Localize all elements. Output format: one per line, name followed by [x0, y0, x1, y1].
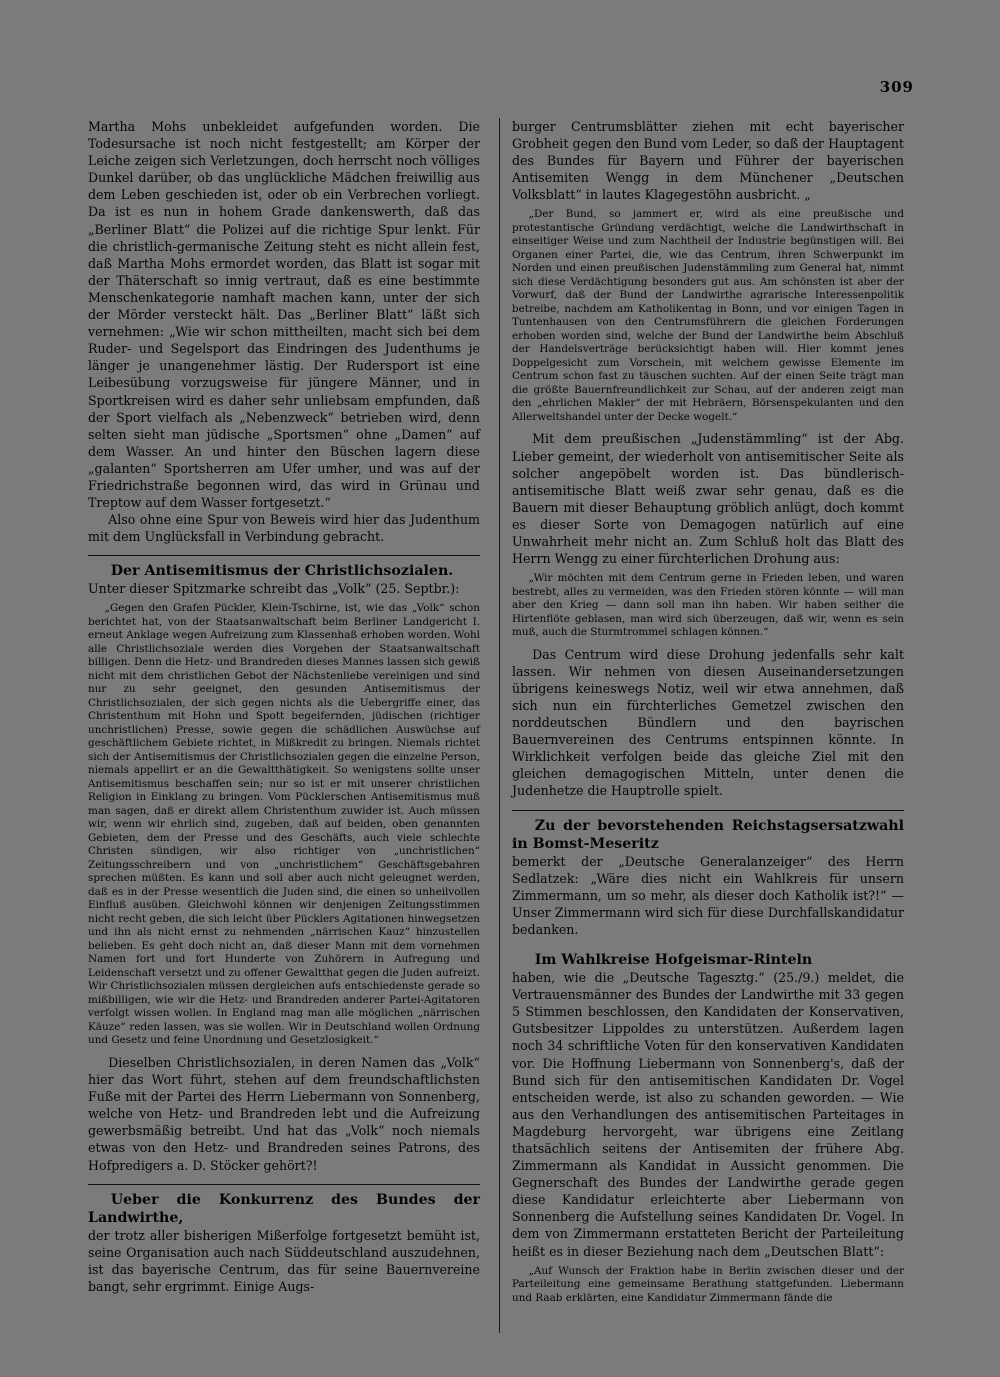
quotation: „Wir möchten mit dem Centrum gerne in Frieden leben, und waren bestrebt, alles zu vermeiden, was den Frieden stören könnte — will man aber den Krieg — dann soll man ihn haben. Wir haben seither die Hirtenflöte geblasen, man wird sich überzeugen, daß wir, wenn es sein muß, auch die Sturmtrommel schlagen können.“: [512, 572, 904, 639]
section-heading-antisemitismus: Der Antisemitismus der Christlichsozialen.: [110, 563, 454, 580]
quotation: „Gegen den Grafen Pückler, Klein-Tschirne, ist, wie das „Volk“ schon berichtet hat, von der Staatsanwaltschaft beim Berliner Landgericht I. erneut Anklage wegen Aufreizung zum Klassenhaß erhoben worden. Wohl alle Christlichsoziale werden dies Vorgehen der Staatsanwaltschaft billigen. Denn die Hetz- und Brandreden dieses Mannes lassen sich gewiß nicht mit dem christlichen Gebot der Nächstenliebe vereinigen und sind nur zu sehr geeignet, den gesunden Antisemitismus der Christlichsozialen, der sich gegen nichts als die Uebergriffe einer, das Christenthum mit Hohn und Spott begeifernden, jüdischen (richtiger unchristlichen) Presse, sowie gegen die schädlichen Auswüchse auf geschäftlichem Gebiete richtet, in Mißkredit zu bringen. Niemals richtet sich der Antisemitismus der Christlichsozialen gegen die einzelne Person, niemals appellirt er an die Gewaltthätigkeit. So wenigstens sollte unser Antisemitismus beschaffen sein; nur so ist er mit unserer christlichen Religion in Einklang zu bringen. Vom Pücklerschen Antisemitismus muß man sagen, daß er direkt allem Christenthum zuwider ist. Auch müssen wir, wenn wir ehrlich sind, zugeben, daß auf beiden, oben genannten Gebieten, dem der Presse und des Geschäfts, auch viele schlechte Christen sündigen, wir also richtiger von „unchristlichen“ Zeitungsschreibern und von „unchristlichem“ Geschäftsgebahren sprechen müßten. Es kann und soll aber auch nicht geleugnet werden, daß es in der Presse wesentlich die Juden sind, die einen so unheilvollen Einfluß ausüben. Gleichwohl können wir denjenigen Zeitungsstimmen nicht recht geben, die sich leicht über Pücklers Agitationen hinwegsetzen und ihn als nicht ernst zu nehmenden „närrischen Kauz“ hinzustellen belieben. Es geht doch nicht an, daß dieser Mann mit dem vornehmen Namen fort und fort Hunderte von Zuhörern in Aufregung und Leidenschaft versetzt und zu offener Gewaltthat gegen die Juden aufreizt. Wir Christlichsozialen müssen dergleichen aufs entschiedenste gerade so mißbilligen, wie wir die Hetz- und Brandreden anderer Partei-Agitatoren verfolgt wissen wollen. In England mag man alle möglichen „närrischen Käuze“ reden lassen, was sie wollen. Wir in Deutschland wollen Ordnung und Gesetz und feine Unordnung und Gesetzlosigkeit.“: [88, 602, 480, 1047]
paragraph: Dieselben Christlichsozialen, in deren Namen das „Volk“ hier das Wort führt, stehen auf dem freundschaftlichsten Fuße mit der Partei des Herrn Liebermann von Sonnenberg, welche von Hetz- und Brandreden lebt und die Aufreizung gewerbsmäßig betreibt. Und hat das „Volk“ noch niemals etwas von den Hetz- und Brandreden seines Patrons, des Hofpredigers a. D. Stöcker gehört?!: [88, 1054, 480, 1173]
section-heading-reichstagsersatzwahl: Zu der bevorstehenden Reichstagsersatzwahl in Bomst-Meseritz: [512, 817, 904, 852]
paragraph: Das Centrum wird diese Drohung jedenfalls sehr kalt lassen. Wir nehmen von diesen Auseinandersetzungen übrigens keineswegs Notiz, weil wir etwa annehmen, daß sich nun ein fürchterliches Gemetzel zwischen den norddeutschen Bündlern und den bayrischen Bauernvereinen des Centrums entspinnen könnte. In Wirklichkeit verfolgen beide das gleiche Ziel mit den gleichen demagogischen Mitteln, unter denen die Judenhetze die Hauptrolle spielt.: [512, 646, 904, 799]
section-rule: [88, 555, 480, 556]
paragraph: haben, wie die „Deutsche Tagesztg.“ (25./9.) meldet, die Vertrauensmänner des Bundes der Landwirthe mit 33 gegen 5 Stimmen beschlossen, den Kandidaten der Konservativen, Gutsbesitzer Lippoldes zu unterstützen. Außerdem lagen noch 34 schriftliche Voten für den konservativen Kandidaten vor. Die Hoffnung Liebermann von Sonnenberg's, daß der Bund sich für den antisemitischen Kandidaten Dr. Vogel entscheiden werde, ist also zu schanden geworden. — Wie aus den Verhandlungen des antisemitischen Parteitages in Magdeburg hervorgeht, war übrigens eine Zeitlang thatsächlich seitens der Antisemiten der frühere Abg. Zimmermann als Kandidat in Aussicht genommen. Die Gegnerschaft des Bundes der Landwirthe gerade gegen diese Kandidatur erleichterte aber Liebermann von Sonnenberg die Aufstellung seines Kandidaten Dr. Vogel. In dem von Zimmermann erstatteten Bericht der Parteileitung heißt es in dieser Beziehung nach dem „Deutschen Blatt“:: [512, 970, 904, 1259]
paragraph: Martha Mohs unbekleidet aufgefunden worden. Die Todesursache ist noch nicht festgestellt; am Körper der Leiche zeigen sich Verletzungen, doch herrscht noch völliges Dunkel darüber, ob das unglückliche Mädchen freiwillig aus dem Leben geschieden ist, oder ob ein Verbrechen vorliegt. Da ist es nun in hohem Grade dankenswerth, daß das „Berliner Blatt“ die Polizei auf die richtige Spur lenkt. Für die christlich-germanische Zeitung steht es nicht allein fest, daß Martha Mohs ermordet worden, das Blatt ist sogar mit der Thäterschaft so innig vertraut, daß es eine bestimmte Menschenkategorie namhaft machen kann, unter der sich der Mörder versteckt hält. Das „Berliner Blatt“ läßt sich vernehmen: „Wie wir schon mittheilten, macht sich bei dem Ruder- und Segelsport das Eindringen des Judenthums je länger je unangenehmer lästig. Der Rudersport ist eine Leibesübung vorzugsweise für jüngere Männer, und in Sportkreisen wird es daher sehr unliebsam empfunden, daß der Sport vielfach als „Nebenzweck“ betrieben wird, denn selten sieht man jüdische „Sportsmen“ ohne „Damen“ auf dem Wasser. An und hinter den Büschen lagern diese „galanten“ Sportsherren am Ufer umher, und was auf der Friedrichstraße begonnen wird, das wird in Grünau und Treptow auf dem Wasser fortgesetzt.“: [88, 119, 480, 511]
page-number: 309: [879, 78, 914, 96]
paragraph: bemerkt der „Deutsche Generalanzeiger“ des Herrn Sedlatzek: „Wäre dies nicht ein Wahlkreis für unsern Zimmermann, um so mehr, als dieser doch Katholik ist?!“ — Unser Zimmermann wird sich für diese Durchfallskandidatur bedanken.: [512, 853, 904, 937]
paragraph: burger Centrumsblätter ziehen mit echt bayerischer Grobheit gegen den Bund vom Leder, so daß der Hauptagent des Bundes für Bayern und Führer der bayerischen Antisemiten Wengg in dem Münchener „Deutschen Volksblatt“ in lautes Klagegestöhn ausbricht. „: [512, 119, 904, 203]
left-column: [88, 118, 480, 1295]
paragraph: Also ohne eine Spur von Beweis wird hier das Judenthum mit dem Unglücksfall in Verbindung gebracht.: [88, 512, 480, 545]
column-divider: [499, 118, 500, 1333]
paragraph: Unter dieser Spitzmarke schreibt das „Volk“ (25. Septbr.):: [88, 581, 460, 597]
quotation: „Auf Wunsch der Fraktion habe in Berlin zwischen dieser und der Parteileitung eine gemeinsame Berathung stattgefunden. Liebermann und Raab erklärten, eine Kandidatur Zimmermann fände die: [512, 1264, 904, 1304]
quotation: „Der Bund, so jammert er, wird als eine preußische und protestantische Gründung verdächtigt, welche die Landwirthschaft in einseitiger Weise und zum Nachtheil der Industrie begünstigen will. Bei Organen einer Partei, die, wie das Centrum, ihren Schwerpunkt im Norden und einen preußischen Judenstämmling zum General hat, nimmt sich diese Verdächtigung besonders gut aus. Am schönsten ist aber der Vorwurf, daß der Bund der Landwirthe agrarische Interessenpolitik betreibe, nachdem am Katholikentag in Bonn, und vor einigen Tagen in Tuntenhausen von den Centrumsführern die gleichen Forderungen erhoben worden sind, welche der Bund der Landwirthe beim Abschluß der Handelsverträge berücksichtigt haben will. Hier kommt jenes Doppelgesicht zum Vorschein, mit welchem gewisse Elemente im Centrum schon fast zu täuschen suchten. Auf der einen Seite trägt man die größte Bauernfreundlichkeit zur Schau, auf der anderen zeigt man den „ehrlichen Makler“ der mit Hebräern, Börsenspekulanten und den Allerweltshandel unter der Decke wogelt.“: [512, 208, 904, 423]
right-column: [512, 118, 904, 1311]
section-heading-hofgeismar-rinteln: Im Wahlkreise Hofgeismar-Rinteln: [534, 952, 813, 969]
section-rule: [88, 1184, 480, 1185]
paragraph: Mit dem preußischen „Judenstämmling“ ist der Abg. Lieber gemeint, der wiederholt von antisemitischer Seite als solcher angepöbelt worden ist. Das bündlerisch-antisemitische Blatt weiß zwar sehr genau, daß es die Bauern mit dieser Behauptung gröblich anlügt, doch kommt es dieser Sorte von Demagogen natürlich auf eine Unwahrheit mehr nicht an. Zum Schluß holt das Blatt des Herrn Wengg zu einer fürchterlichen Drohung aus:: [512, 431, 904, 567]
section-heading-konkurrenz: Ueber die Konkurrenz des Bundes der Landwirthe,: [88, 1191, 480, 1226]
section-rule: [512, 810, 904, 811]
paragraph: der trotz aller bisherigen Mißerfolge fortgesetzt bemüht ist, seine Organisation auch nach Süddeutschland auszudehnen, ist das bayerische Centrum, das für seine Bauernvereine bangt, sehr ergrimmt. Einige Augs-: [88, 1227, 480, 1294]
